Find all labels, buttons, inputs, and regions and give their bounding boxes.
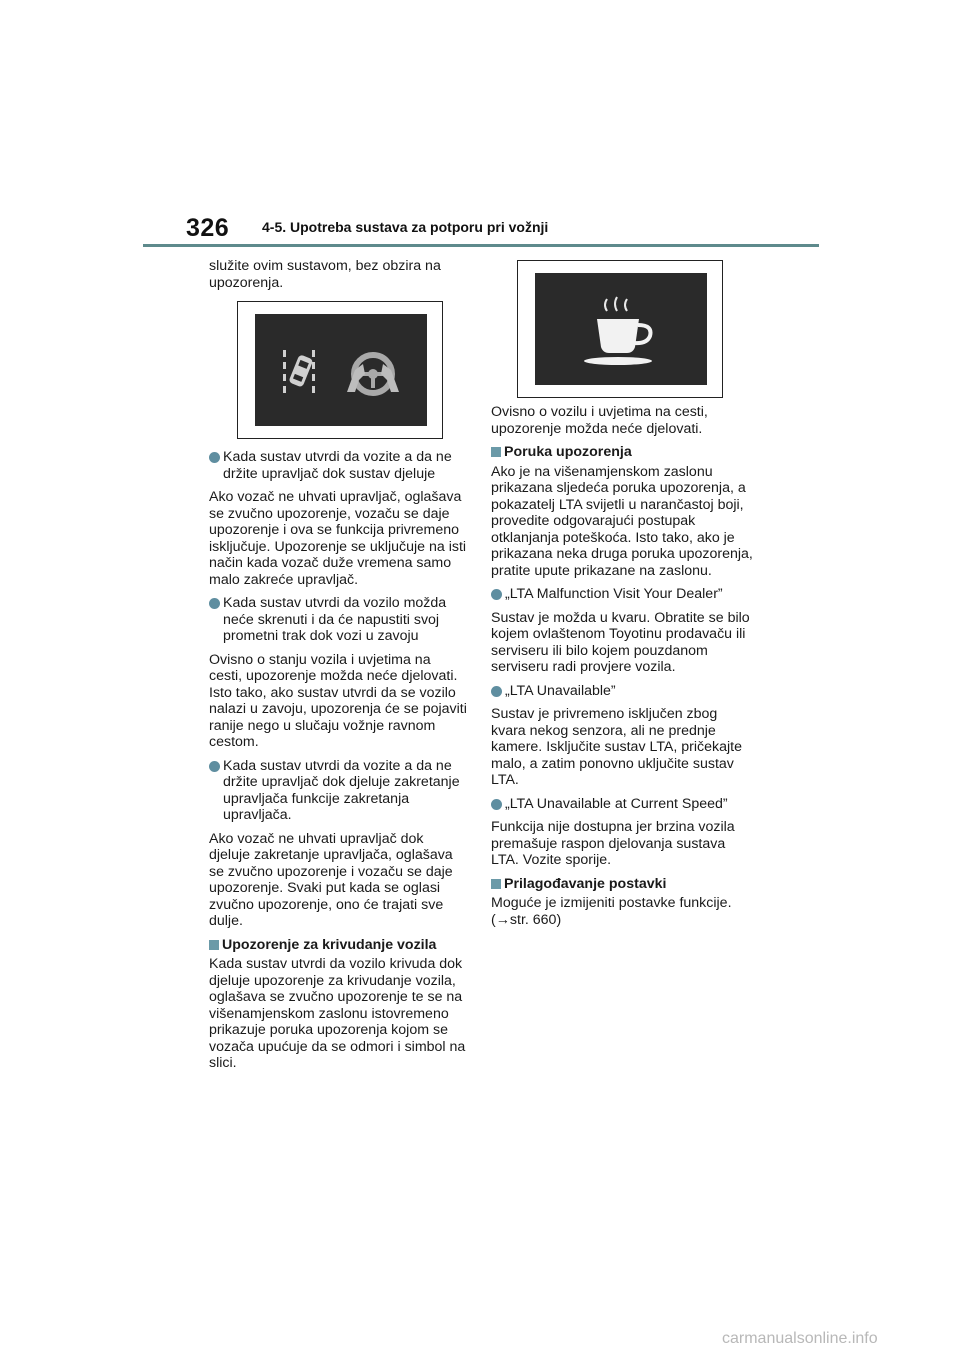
lane-departure-icon [283,350,315,393]
bullet-dot-icon [491,799,502,810]
right-column [491,258,753,935]
paragraph-lta-malfunction: Sustav je možda u kvaru. Obratite se bilo kojem ovlaštenom Toyotinu prodavaču ili serviseru ili bilo kojem pouzdanom serviseru radi provjere vozila. [491,609,750,675]
header-rule [143,244,819,247]
heading-customization: Prilagođavanje postavki [491,876,753,893]
bullet-steering-assist: Kada sustav utvrdi da vozite a da ne držite upravljač dok djeluje zakretanje upravljača funkcije zakretanja upravljača. [209,758,467,824]
bullet-hands-off: Kada sustav utvrdi da vozite a da ne držite upravljač dok sustav djeluje [209,449,467,482]
bullet-curve: Kada sustav utvrdi da vozilo možda neće skrenuti i da će napustiti svoj prometni trak dok vozi u zavoju [209,595,467,645]
paragraph-lta-unavailable: Sustav je privremeno isključen zbog kvara nekog senzora, ali ne prednje kamere. Isključite sustav LTA, pričekajte malo, a zatim ponovno uključite sustav LTA. [491,706,742,788]
bullet-lta-malfunction: „LTA Malfunction Visit Your Dealer” [491,586,753,603]
paragraph-warning-message: Ako je na višenamjenskom zaslonu prikazana sljedeća poruka upozorenja, a pokazatelj LTA svijetli u narančastoj boji, provedite odgovarajući postupak otklanjanja poteškoća. Isto tako, ako je prikazana neka druga poruka upozorenja, pratite upute prikazane na zaslonu. [491,463,753,579]
heading-square-icon [491,447,501,457]
coffee-cup-icon [584,297,652,365]
lta-warning-figure [237,301,443,439]
paragraph-lta-speed: Funkcija nije dostupna jer brzina vozila premašuje raspon djelovanja sustava LTA. Vozite sporije. [491,819,735,868]
paragraph-customization: Moguće je izmijeniti postavke funkcije. [491,895,732,911]
paragraph-sway-warning: Kada sustav utvrdi da vozilo krivuda dok djeluje upozorenje za krivudanje vozila, oglašava se zvučno upozorenje te se na višenamjenskom zaslonu istovremeno prikazuje poruka upozorenja kojom se vozača upućuje da se odmori i simbol na slici. [209,956,466,1071]
bullet-lta-unavailable: „LTA Unavailable” [491,683,753,700]
page-reference-link[interactable]: (→str. 660) [491,911,562,928]
coffee-break-figure [517,260,723,398]
heading-square-icon [209,940,219,950]
paragraph-curve: Ovisno o stanju vozila i uvjetima na cesti, upozorenje možda neće djelovati. Isto tako, ako sustav utvrdi da se vozilo nalazi u zavoju, upozorenja će se pojaviti ranije nego u slučaju vožnje ravnom cestom. [209,651,467,750]
paragraph-hands-off: Ako vozač ne uhvati upravljač, oglašava se zvučno upozorenje, vozaču se daje upozorenje i ova se funkcija privremeno isključuje. Upozorenje se uključuje na isti način kada vozač duže vremena samo malo zakreće upravljač. [209,489,467,588]
bullet-dot-icon [491,589,502,600]
display-screen [535,273,707,385]
bullet-dot-icon [209,761,220,772]
bullet-lta-speed: „LTA Unavailable at Current Speed” [491,796,753,813]
watermark: carmanualsonline.info [722,1330,878,1347]
paragraph-may-not-work: Ovisno o vozilu i uvjetima na cesti, upozorenje možda neće djelovati. [491,404,708,437]
bullet-dot-icon [209,452,220,463]
display-screen [255,314,427,426]
section-title: 4-5. Upotreba sustava za potporu pri vožnji [262,219,549,235]
bullet-dot-icon [491,686,502,697]
heading-warning-message: Poruka upozorenja [491,444,753,461]
hands-on-wheel-icon [347,355,399,393]
paragraph-steering-assist: Ako vozač ne uhvati upravljač dok djeluje zakretanje upravljača, oglašava se zvučno upozorenje i vozaču se daje upozorenje. Svaki put kada se oglasi zvučno upozorenje, ono će trajati sve dulje. [209,830,453,929]
heading-square-icon [491,879,501,889]
display-graphic [535,273,707,385]
display-graphic [255,314,427,426]
page-number: 326 [186,214,230,242]
left-column [209,258,467,1079]
bullet-dot-icon [209,598,220,609]
intro-paragraph: služite ovim sustavom, bez obzira na upozorenja. [209,258,441,291]
heading-sway-warning: Upozorenje za krivudanje vozila [209,937,467,954]
